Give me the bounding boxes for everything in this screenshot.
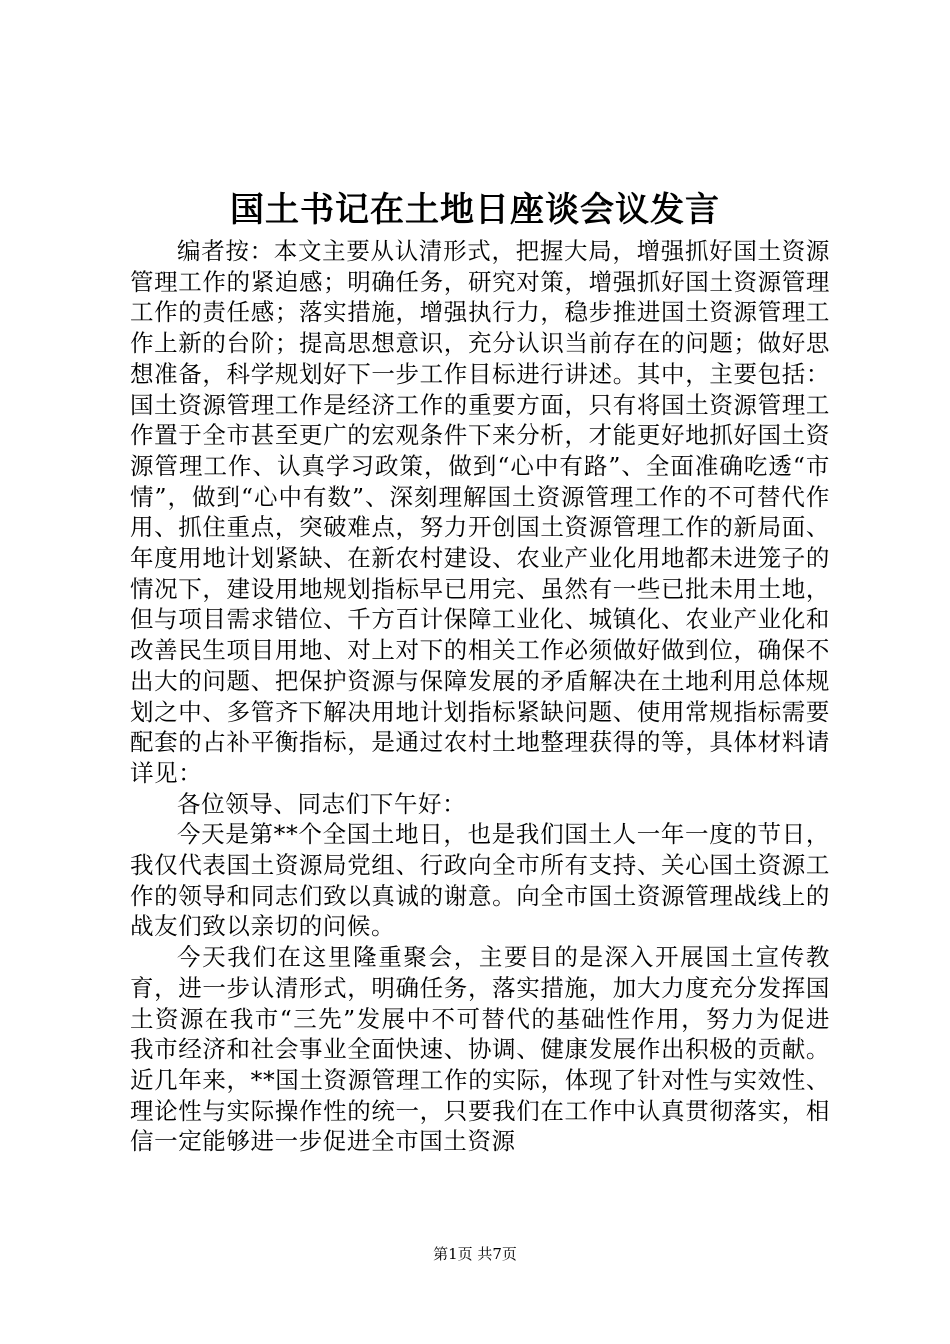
page-number-footer: 第1页 共7页 [433,1245,517,1263]
greeting-paragraph: 各位领导、同志们下午好： [177,789,467,818]
body-paragraph: 今天是第**个全国土地日，也是我们国土人一年一度的节日，我仅代表国土资源局党组、行政向全市所有支持、关心国土资源工作的领导和同志们致以真诚的谢意。向全市国土资源管理战线上的战友们致以亲切的问候。 [130,820,830,941]
document-body [130,236,830,1157]
document-title: 国土书记在土地日座谈会议发言 [230,190,720,230]
body-paragraph: 今天我们在这里隆重聚会，主要目的是深入开展国土宣传教育，进一步认清形式，明确任务，落实措施，加大力度充分发挥国土资源在我市“三先”发展中不可替代的基础性作用，努力为促进我市经济和社会事业全面快速、协调、健康发展作出积极的贡献。近几年来，**国土资源管理工作的实际，体现了针对性与实效性、理论性与实际操作性的统一，只要我们在工作中认真贯彻落实，相信一定能够进一步促进全市国土资源 [130,943,830,1156]
editor-note-paragraph: 编者按：本文主要从认清形式，把握大局，增强抓好国土资源管理工作的紧迫感；明确任务，研究对策，增强抓好国土资源管理工作的责任感；落实措施，增强执行力，稳步推进国土资源管理工作上新的台阶；提高思想意识，充分认识当前存在的问题；做好思想准备，科学规划好下一步工作目标进行讲述。其中，主要包括：国土资源管理工作是经济工作的重要方面，只有将国土资源管理工作置于全市甚至更广的宏观条件下来分析，才能更好地抓好国土资源管理工作、认真学习政策，做到“心中有路”、全面准确吃透“市情”，做到“心中有数”、深刻理解国土资源管理工作的不可替代作用、抓住重点，突破难点，努力开创国土资源管理工作的新局面、年度用地计划紧缺、在新农村建设、农业产业化用地都未进笼子的情况下，建设用地规划指标早已用完、虽然有一些已批未用土地，但与项目需求错位、千方百计保障工业化、城镇化、农业产业化和改善民生项目用地、对上对下的相关工作必须做好做到位，确保不出大的问题、把保护资源与保障发展的矛盾解决在土地利用总体规划之中、多管齐下解决用地计划指标紧缺问题、使用常规指标需要配套的占补平衡指标，是通过农村土地整理获得的等，具体材料请详见： [130,237,830,787]
